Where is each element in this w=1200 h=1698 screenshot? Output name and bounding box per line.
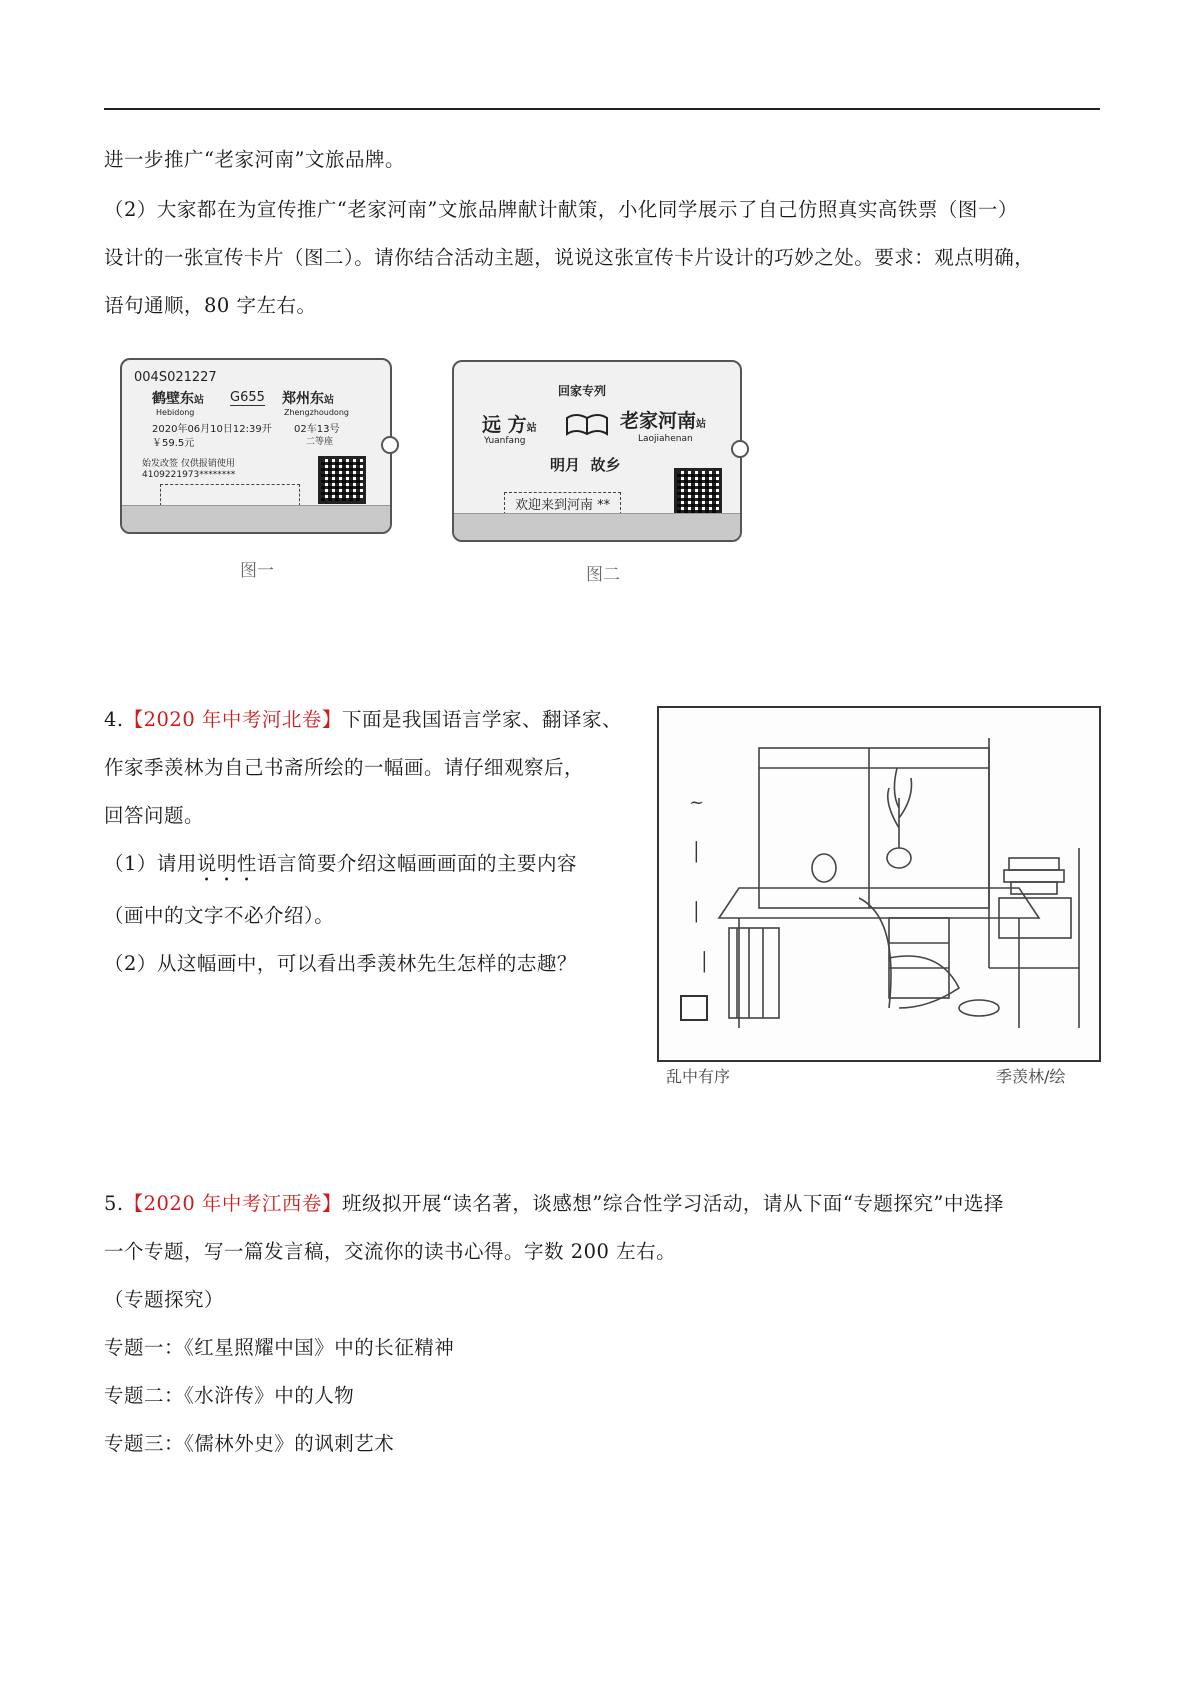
ticket-price: ￥59.5元 (152, 438, 195, 449)
emphasis-text: 说明性 (196, 852, 257, 875)
q5-number: 5. (104, 1192, 124, 1215)
q5-heading: （专题探究） (104, 1288, 225, 1311)
promo-from-station: 远 方站 (482, 414, 537, 436)
ticket-bottom-band (122, 505, 390, 532)
ticket-to-station: 郑州东站 (282, 391, 334, 407)
ticket-id: 4109221973******** (142, 470, 236, 480)
painting-caption-left: 乱中有序 (666, 1067, 731, 1086)
ticket-class: 二等座 (306, 437, 334, 447)
q4-line1 (104, 706, 622, 734)
ticket-train-number: G655 (230, 390, 265, 405)
q4-sub2: （2）从这幅画中，可以看出季羡林先生怎样的志趣？ (104, 952, 577, 975)
q4-number: 4. (104, 708, 124, 731)
q5-line1-rest: 班级拟开展“读名著，谈感想”综合性学习活动，请从下面“专题探究”中选择 (341, 1192, 1004, 1215)
ticket-from-pinyin: Hebidong (156, 408, 195, 417)
promo-banner: 欢迎来到河南 ** (504, 492, 621, 515)
open-book-icon (564, 410, 610, 440)
q4-line1-rest: 下面是我国语言学家、翻译家、 (341, 708, 622, 731)
svg-text:│: │ (691, 902, 702, 923)
promo-to-pinyin: Laojiahenan (638, 434, 693, 444)
promo-notch (731, 440, 749, 458)
qr-code-icon (318, 456, 366, 504)
painting-sketch-image (659, 708, 1099, 1060)
ticket-to-pinyin: Zhengzhoudong (284, 408, 349, 417)
qr-code-icon (674, 468, 722, 516)
q5-source: 【2020 年中考江西卷】 (123, 1192, 342, 1215)
intro-line: 进一步推广“老家河南”文旅品牌。 (104, 148, 405, 171)
figure-2-caption: 图二 (586, 565, 620, 585)
q4-source: 【2020 年中考河北卷】 (123, 708, 342, 731)
ticket-note: 始发改签 仅供报销使用 (142, 459, 235, 469)
ticket-from-station: 鹤壁东站 (152, 391, 204, 407)
svg-text:│: │ (699, 952, 710, 973)
ticket-serial: 004S021227 (134, 370, 217, 385)
promo-to-station: 老家河南站 (620, 410, 707, 432)
q5-topic-1: 专题一：《红星照耀中国》中的长征精神 (104, 1336, 455, 1359)
q4-line3: 回答问题。 (104, 804, 205, 827)
seal-stamp (681, 996, 707, 1020)
ticket-info-box (160, 484, 300, 506)
q3-part2-line1: （2）大家都在为宣传推广“老家河南”文旅品牌献计献策，小化同学展示了自己仿照真实高铁票（图一） (104, 198, 1018, 221)
figure-2-promo-card (452, 360, 742, 542)
calligraphy-mark: ~ (689, 792, 705, 813)
study-painting (657, 706, 1101, 1062)
q5-line2: 一个专题，写一篇发言稿，交流你的读书心得。字数 200 左右。 (104, 1240, 677, 1263)
promo-seats: 明月 故乡 (550, 456, 621, 474)
ticket-notch (381, 436, 399, 454)
q5-topic-3: 专题三：《儒林外史》的讽刺艺术 (104, 1432, 395, 1455)
promo-bottom-band (454, 513, 740, 540)
header-rule (104, 108, 1100, 110)
q4-sub1-line2: （画中的文字不必介绍）。 (104, 904, 335, 927)
painting-caption-right: 季羡林/绘 (996, 1067, 1066, 1086)
q4-line2: 作家季羡林为自己书斋所绘的一幅画。请仔细观察后， (104, 756, 585, 779)
q4-sub1: （1）请用说明性语言简要介绍这幅画画面的主要内容 (104, 852, 577, 875)
q3-part2-line2: 设计的一张宣传卡片（图二）。请你结合活动主题，说说这张宣传卡片设计的巧妙之处。要求：观点明确， (104, 246, 1035, 269)
figure-1-real-ticket (120, 358, 392, 534)
q3-part2-line3: 语句通顺，80 字左右。 (104, 294, 317, 317)
figure-1-caption: 图一 (240, 561, 274, 581)
q5-line1 (104, 1190, 1004, 1218)
ticket-datetime: 2020年06月10日12:39开 (152, 424, 272, 435)
ticket-car-seat: 02车13号 (294, 424, 340, 435)
svg-text:│: │ (691, 842, 702, 863)
q5-topic-2: 专题二：《水浒传》中的人物 (104, 1384, 355, 1407)
promo-header: 回家专列 (558, 384, 607, 398)
promo-from-pinyin: Yuanfang (484, 436, 526, 446)
